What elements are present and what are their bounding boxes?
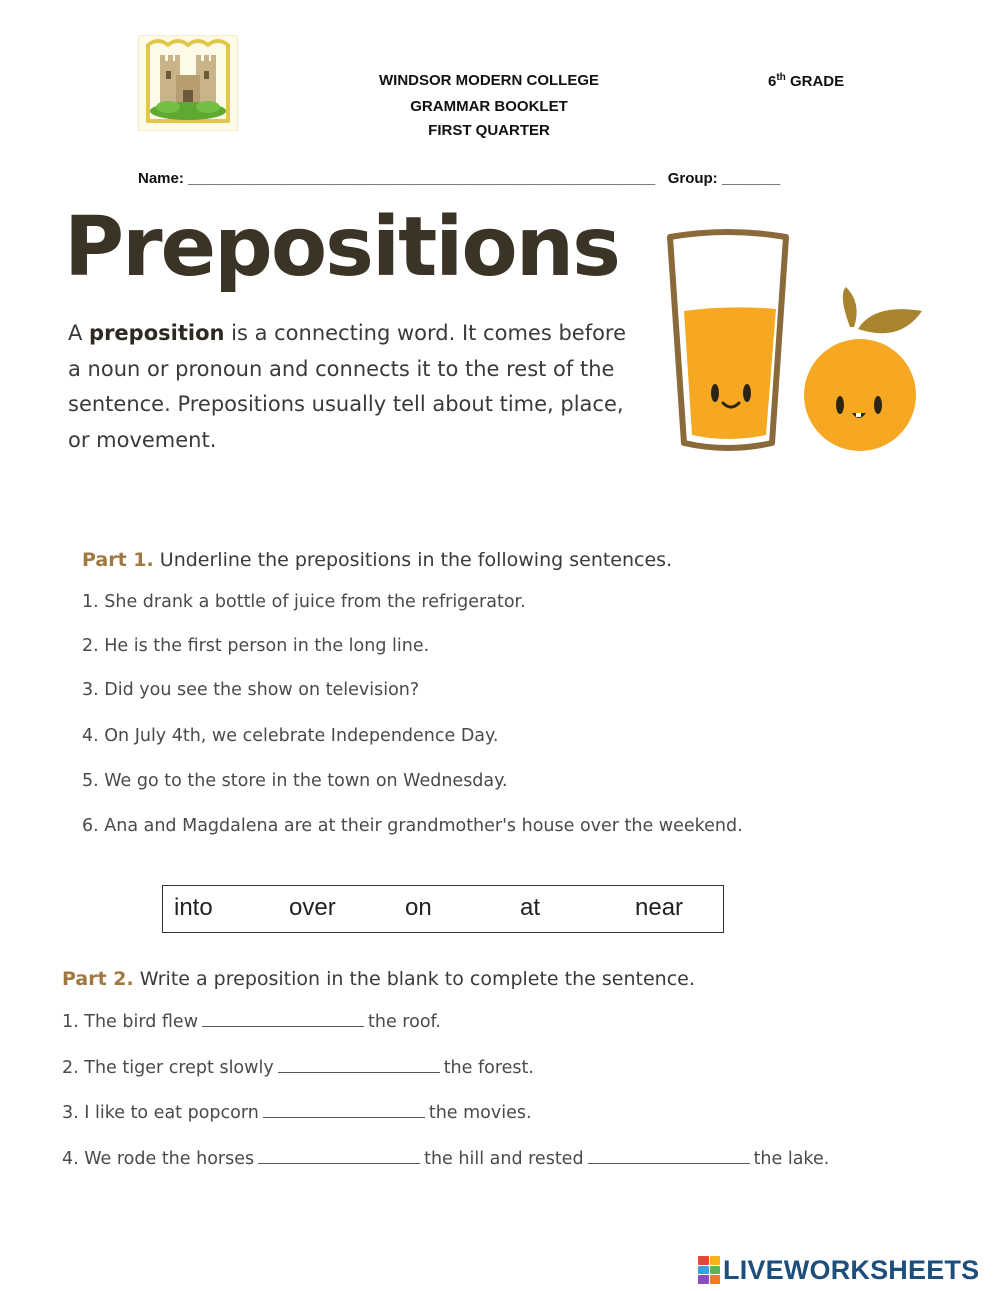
juice-orange-illustration (660, 225, 930, 465)
part1-heading: Part 1. Underline the prepositions in the following sentences. (82, 549, 673, 571)
part1-sentence-3: 3. Did you see the show on television? (82, 680, 420, 700)
intro-paragraph: A preposition is a connecting word. It comes before a noun or pronoun and connects it to the rest of the sentence. Prepositions usually tell about time, place, or movement. (68, 321, 627, 452)
liveworksheets-brand-text: LIVEWORKSHEETS (723, 1254, 980, 1285)
page-title: Prepositions (64, 200, 619, 295)
word-bank-item: on (405, 894, 432, 921)
answer-blank[interactable] (258, 1148, 420, 1164)
school-crest-logo (138, 35, 238, 131)
liveworksheets-logo[interactable] (698, 1254, 979, 1286)
quarter-label: FIRST QUARTER (428, 122, 550, 139)
part2-heading: Part 2. Write a preposition in the blank to complete the sentence. (62, 968, 695, 990)
part1-sentence-4: 4. On July 4th, we celebrate Independence Day. (82, 726, 499, 746)
word-bank-item: near (635, 894, 684, 921)
word-bank-item: over (289, 894, 336, 921)
part2-sentence-4: 4. We rode the horses the hill and rested the lake. (62, 1149, 830, 1169)
part1-sentence-6: 6. Ana and Magdalena are at their grandmother's house over the weekend. (82, 816, 743, 836)
answer-blank[interactable] (202, 1011, 364, 1027)
name-group-line[interactable]: Name: ________________________________________________________ Group: _______ (138, 170, 781, 187)
liveworksheets-grid-icon (698, 1256, 720, 1284)
part2-sentence-3: 3. I like to eat popcorn the movies. (62, 1103, 532, 1123)
part1-sentence-2: 2. He is the first person in the long line. (82, 636, 430, 656)
word-bank-item: into (174, 894, 213, 921)
part1-sentence-1: 1. She drank a bottle of juice from the refrigerator. (82, 592, 526, 612)
answer-blank[interactable] (588, 1148, 750, 1164)
orange-icon (804, 287, 922, 451)
part2-sentence-1: 1. The bird flew the roof. (62, 1012, 441, 1032)
booklet-title: GRAMMAR BOOKLET (410, 98, 568, 115)
juice-glass-icon (670, 232, 786, 448)
part2-sentence-2: 2. The tiger crept slowly the forest. (62, 1058, 534, 1078)
school-name: WINDSOR MODERN COLLEGE (379, 72, 599, 89)
answer-blank[interactable] (278, 1057, 440, 1073)
answer-blank[interactable] (263, 1102, 425, 1118)
word-bank (162, 885, 724, 933)
grade-label: 6th GRADE (768, 72, 845, 90)
part1-sentence-5: 5. We go to the store in the town on Wednesday. (82, 771, 508, 791)
word-bank-item: at (520, 894, 541, 921)
intro-bold-word: preposition (89, 321, 225, 345)
